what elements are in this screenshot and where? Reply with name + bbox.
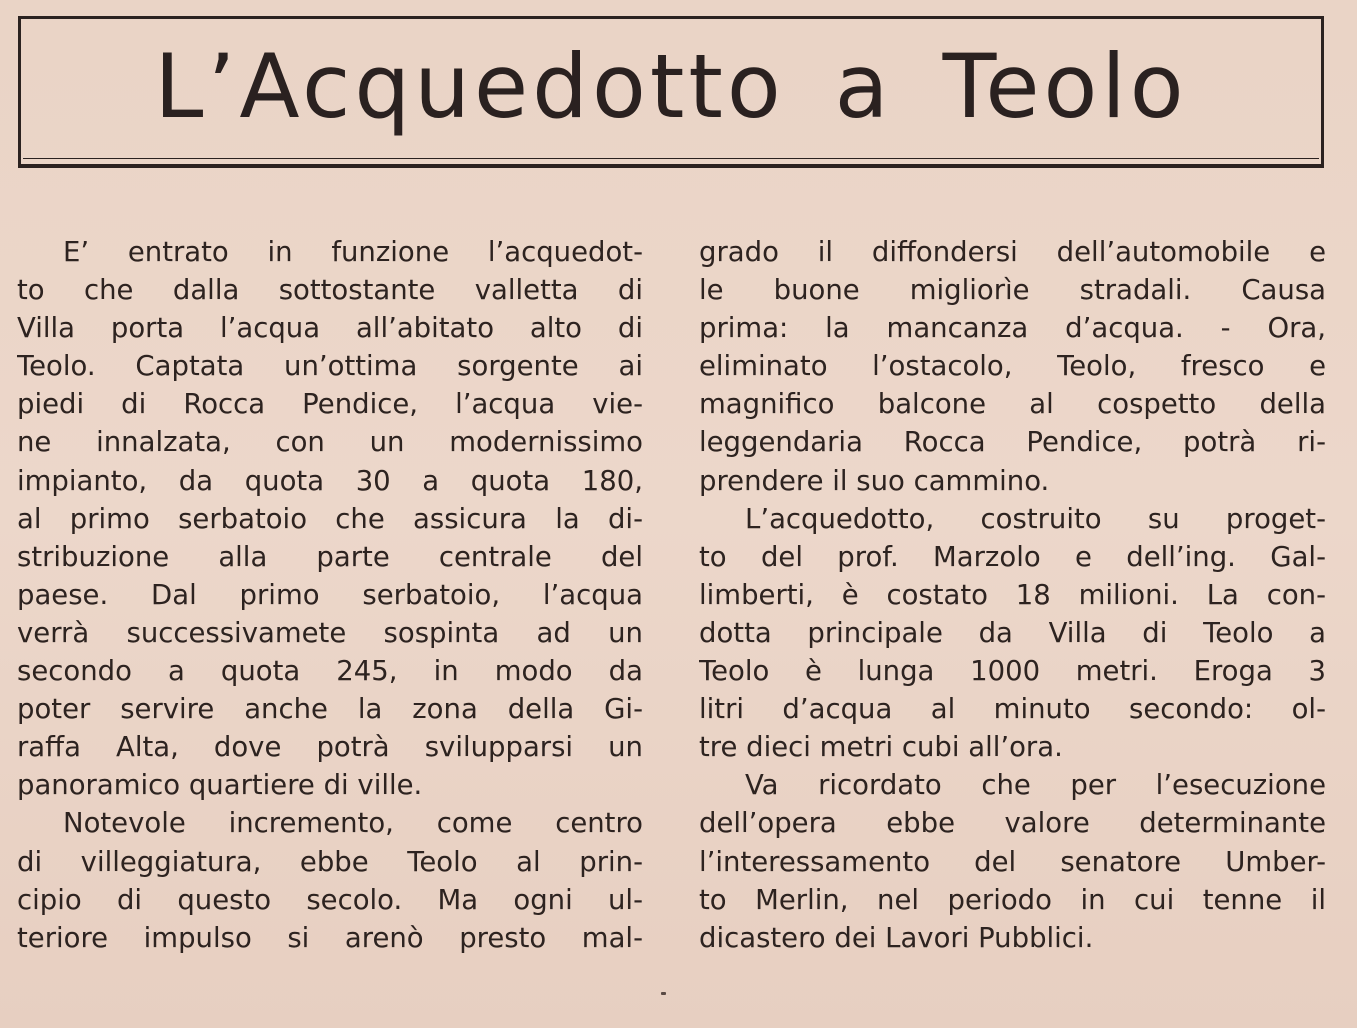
text-line: teriore impulso si arenò presto mal- (17, 921, 643, 954)
text-line: Va ricordato che per l’esecuzione (745, 769, 1326, 802)
text-line: raffa Alta, dove potrà svilupparsi un (17, 731, 643, 764)
text-line: litri d’acqua al minuto secondo: ol- (699, 693, 1326, 726)
text-line: Teolo. Captata un’ottima sorgente ai (17, 350, 643, 383)
text-line: Teolo è lunga 1000 metri. Eroga 3 (699, 655, 1326, 688)
left-column (17, 233, 643, 957)
text-line: dell’opera ebbe valore determinante (699, 807, 1326, 840)
text-line: ne innalzata, con un modernissimo (17, 426, 643, 459)
text-line: E’ entrato in funzione l’acquedot- (63, 236, 643, 268)
text-line: limberti, è costato 18 milioni. La con- (699, 578, 1326, 611)
text-line: Villa porta l’acqua all’abitato alto di (17, 312, 643, 345)
text-line: paese. Dal primo serbatoio, l’acqua (17, 578, 643, 611)
article-title: L’Acquedotto a Teolo (154, 35, 1188, 138)
text-line: al primo serbatoio che assicura la di- (17, 502, 643, 535)
text-line: eliminato l’ostacolo, Teolo, fresco e (699, 350, 1326, 383)
text-line: prendere il suo cammino. (699, 464, 1050, 497)
text-line: prima: la mancanza d’acqua. - Ora, (699, 312, 1326, 345)
page-mark (661, 992, 666, 995)
text-line: poter servire anche la zona della Gi- (17, 693, 643, 726)
text-line: panoramico quartiere di ville. (17, 769, 423, 802)
text-line: to che dalla sottostante valletta di (17, 274, 643, 307)
text-line: l’interessamento del senatore Umber- (699, 845, 1326, 878)
text-line: di villeggiatura, ebbe Teolo al prin- (17, 845, 643, 878)
right-column (699, 233, 1326, 957)
text-line: leggendaria Rocca Pendice, potrà ri- (699, 426, 1326, 459)
text-line: tre dieci metri cubi all’ora. (699, 731, 1063, 764)
title-frame (18, 16, 1324, 168)
text-line: Notevole incremento, come centro (63, 807, 643, 840)
text-line: cipio di questo secolo. Ma ogni ul- (17, 883, 643, 916)
text-line: grado il diffondersi dell’automobile e (699, 236, 1326, 268)
text-line: le buone migliorìe stradali. Causa (699, 274, 1326, 307)
text-line: magnifico balcone al cospetto della (699, 388, 1326, 421)
text-line: L’acquedotto, costruito su proget- (745, 502, 1326, 535)
text-line: to del prof. Marzolo e dell’ing. Gal- (699, 540, 1326, 573)
text-line: piedi di Rocca Pendice, l’acqua vie- (17, 388, 643, 421)
text-line: dicastero dei Lavori Pubblici. (699, 921, 1094, 954)
text-line: secondo a quota 245, in modo da (17, 655, 643, 688)
text-line: dotta principale da Villa di Teolo a (699, 616, 1326, 649)
text-line: to Merlin, nel periodo in cui tenne il (699, 883, 1326, 916)
text-line: stribuzione alla parte centrale del (17, 540, 643, 573)
text-line: verrà successivamete sospinta ad un (17, 616, 643, 649)
text-line: impianto, da quota 30 a quota 180, (17, 464, 643, 497)
